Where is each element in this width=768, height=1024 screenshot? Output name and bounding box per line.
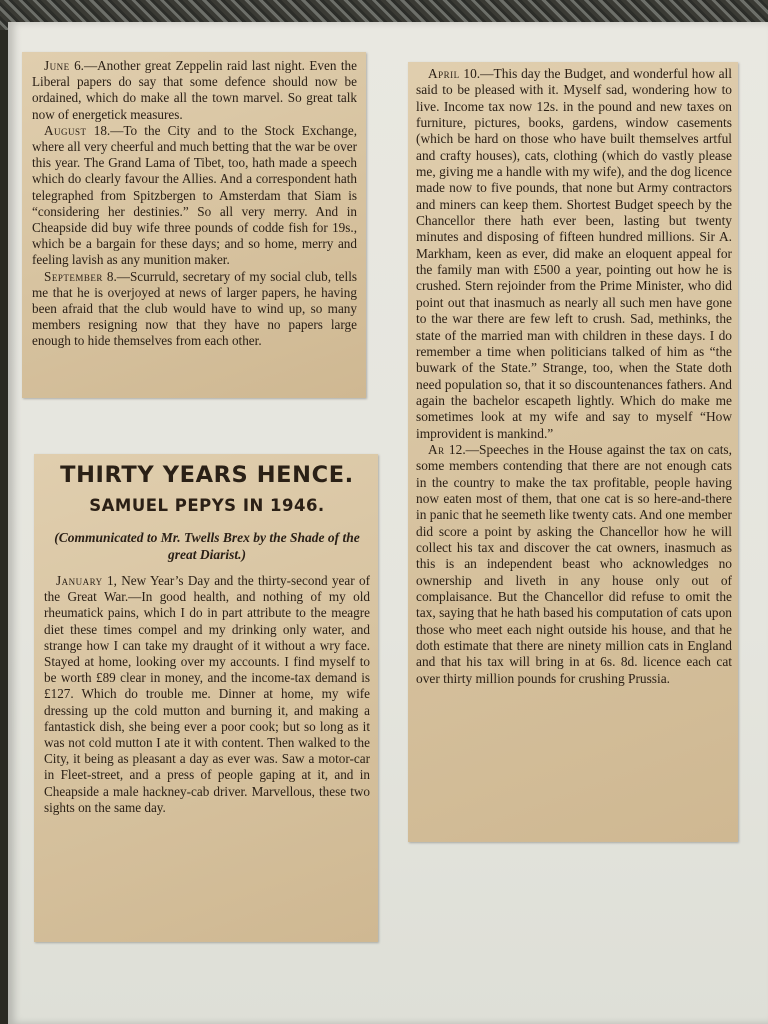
entry-date: June xyxy=(44,58,70,73)
entry-date: Ar xyxy=(428,441,445,457)
clipping-diary-entries-june-september xyxy=(22,52,366,398)
diary-entry xyxy=(416,442,732,687)
diary-entry xyxy=(32,269,357,350)
clipping-text-column xyxy=(32,58,357,350)
diary-entry xyxy=(44,573,370,816)
clipping-thirty-years-hence xyxy=(34,454,378,942)
entry-text: 10.—This day the Budget, and wonderful how all said to be pleased with it. Myself sad, wondering how to live. Income tax now 12s. in the pound and new taxes on furniture, pictures, books, gardens, window casements (which be hard on those who have built themselves artful and crafty houses), cats, clothing (which do vastly please me, giving me a handle with my wife), and the dog licence made now to five pounds, that none but Army contractors and miners can keep them. Shortest Budget speech by the Chancellor there hath ever been, lasting but twenty minutes and disposing of fifteen hundred millions. Sir A. Markham, keen as ever, did make an eloquent appeal for the family man with £500 a year, pointing out how he is crushed. Stern rejoinder from the Prime Minister, who did point out that inasmuch as nearly all such men have gone to the war there are few left to crush. Sad, methinks, the state of the married man with children in these days. I do remember a time when politicians talked of him as “the buwark of the State.” Strange, too, when the State doth need population so, that it so discountenances fathers. And again the bachelor escapeth lightly. Which do make me sometimes look at my wife and say to myself “How improvident is mankind.” xyxy=(416,66,732,441)
entry-date: August xyxy=(44,122,87,138)
entry-date: January xyxy=(56,573,103,588)
clipping-attribution: (Communicated to Mr. Twells Brex by the Shade of the great Diarist.) xyxy=(54,530,360,562)
entry-date: September xyxy=(44,268,103,284)
entry-text: 6.—Another great Zeppelin raid last night. Even the Liberal papers do say that some defence should now be ordained, which do make all the town marvel. So great talk now of energetick measures. xyxy=(32,58,357,122)
diary-entry xyxy=(32,58,357,123)
clipping-headline: THIRTY YEARS HENCE. xyxy=(60,462,354,488)
clipping-text-column xyxy=(44,573,370,816)
entry-text: 1, New Year’s Day and the thirty-second year of the Great War.—In good health, and nothing of my old rheumatick pains, which I do in part attribute to the meagre diet these times compel and my drinking only water, and strange how I can take my draught of it without a wry face. Stayed at home, looking over my accounts. I find myself to be worth £89 clear in money, and the income-tax demand is £127. Which do trouble me. Dinner at home, my wife dressing up the cold mutton and burning it, and making a fantastick dish, she being ever a poor cook; but so long as it was not cold mutton I ate it with content. Then walked to the City, it being as pleasant a day as ever was. Saw a motor-car in Fleet-street, and a press of people gaping at it, and in Cheapside a male hackney-cab driver. Marvellous, these two sights on the same day. xyxy=(44,573,370,815)
entry-text: 8.—Scurruld, secretary of my social club, tells me that he is overjoyed at news of larger papers, he having been afraid that the club would have to wind up, so many members resigning now that they have no papers large enough to hide themselves from each other. xyxy=(32,268,357,349)
diary-entry xyxy=(32,123,357,269)
diary-entry xyxy=(416,66,732,442)
clipping-subheadline: SAMUEL PEPYS IN 1946. xyxy=(89,496,325,515)
clipping-text-column xyxy=(416,66,732,687)
clipping-diary-entries-april xyxy=(408,62,738,842)
entry-date: April xyxy=(428,66,460,81)
entry-text: 12.—Speeches in the House against the tax on cats, some members contending that there are not enough cats in the country to make the tax profitable, people having now eaten most of them, that one cat is so here-and-there in panic that he seemeth like twenty cats. And one member did score a point by asking the Chancellor how he will collect his tax and discover the cat owners, inasmuch as this is an independent beast who acknowledges no ownership and liveth in any house only out of complaisance. But the Chancellor did refuse to omit the tax, saying that he hath based his computation of cats upon those who meet each night outside his house, and that he doth estimate that there are ninety million cats in England and that his tax will bring in at 6s. 8d. licence each cat over thirty million pounds for crushing Prussia. xyxy=(416,441,732,686)
entry-text: 18.—To the City and to the Stock Exchange, where all very cheerful and much betting that the war be over this year. The Grand Lama of Tibet, too, hath made a speech which do clearly favour the Allies. And a correspondent hath telegraphed from Spitzbergen to Amsterdam that Siam is “considering her destinies.” So all very merry. And in Cheapside did buy wife three pounds of codde fish for 19s., which be a bargain for these days; and so home, merry and feeling lavish as any munition maker. xyxy=(32,122,357,268)
